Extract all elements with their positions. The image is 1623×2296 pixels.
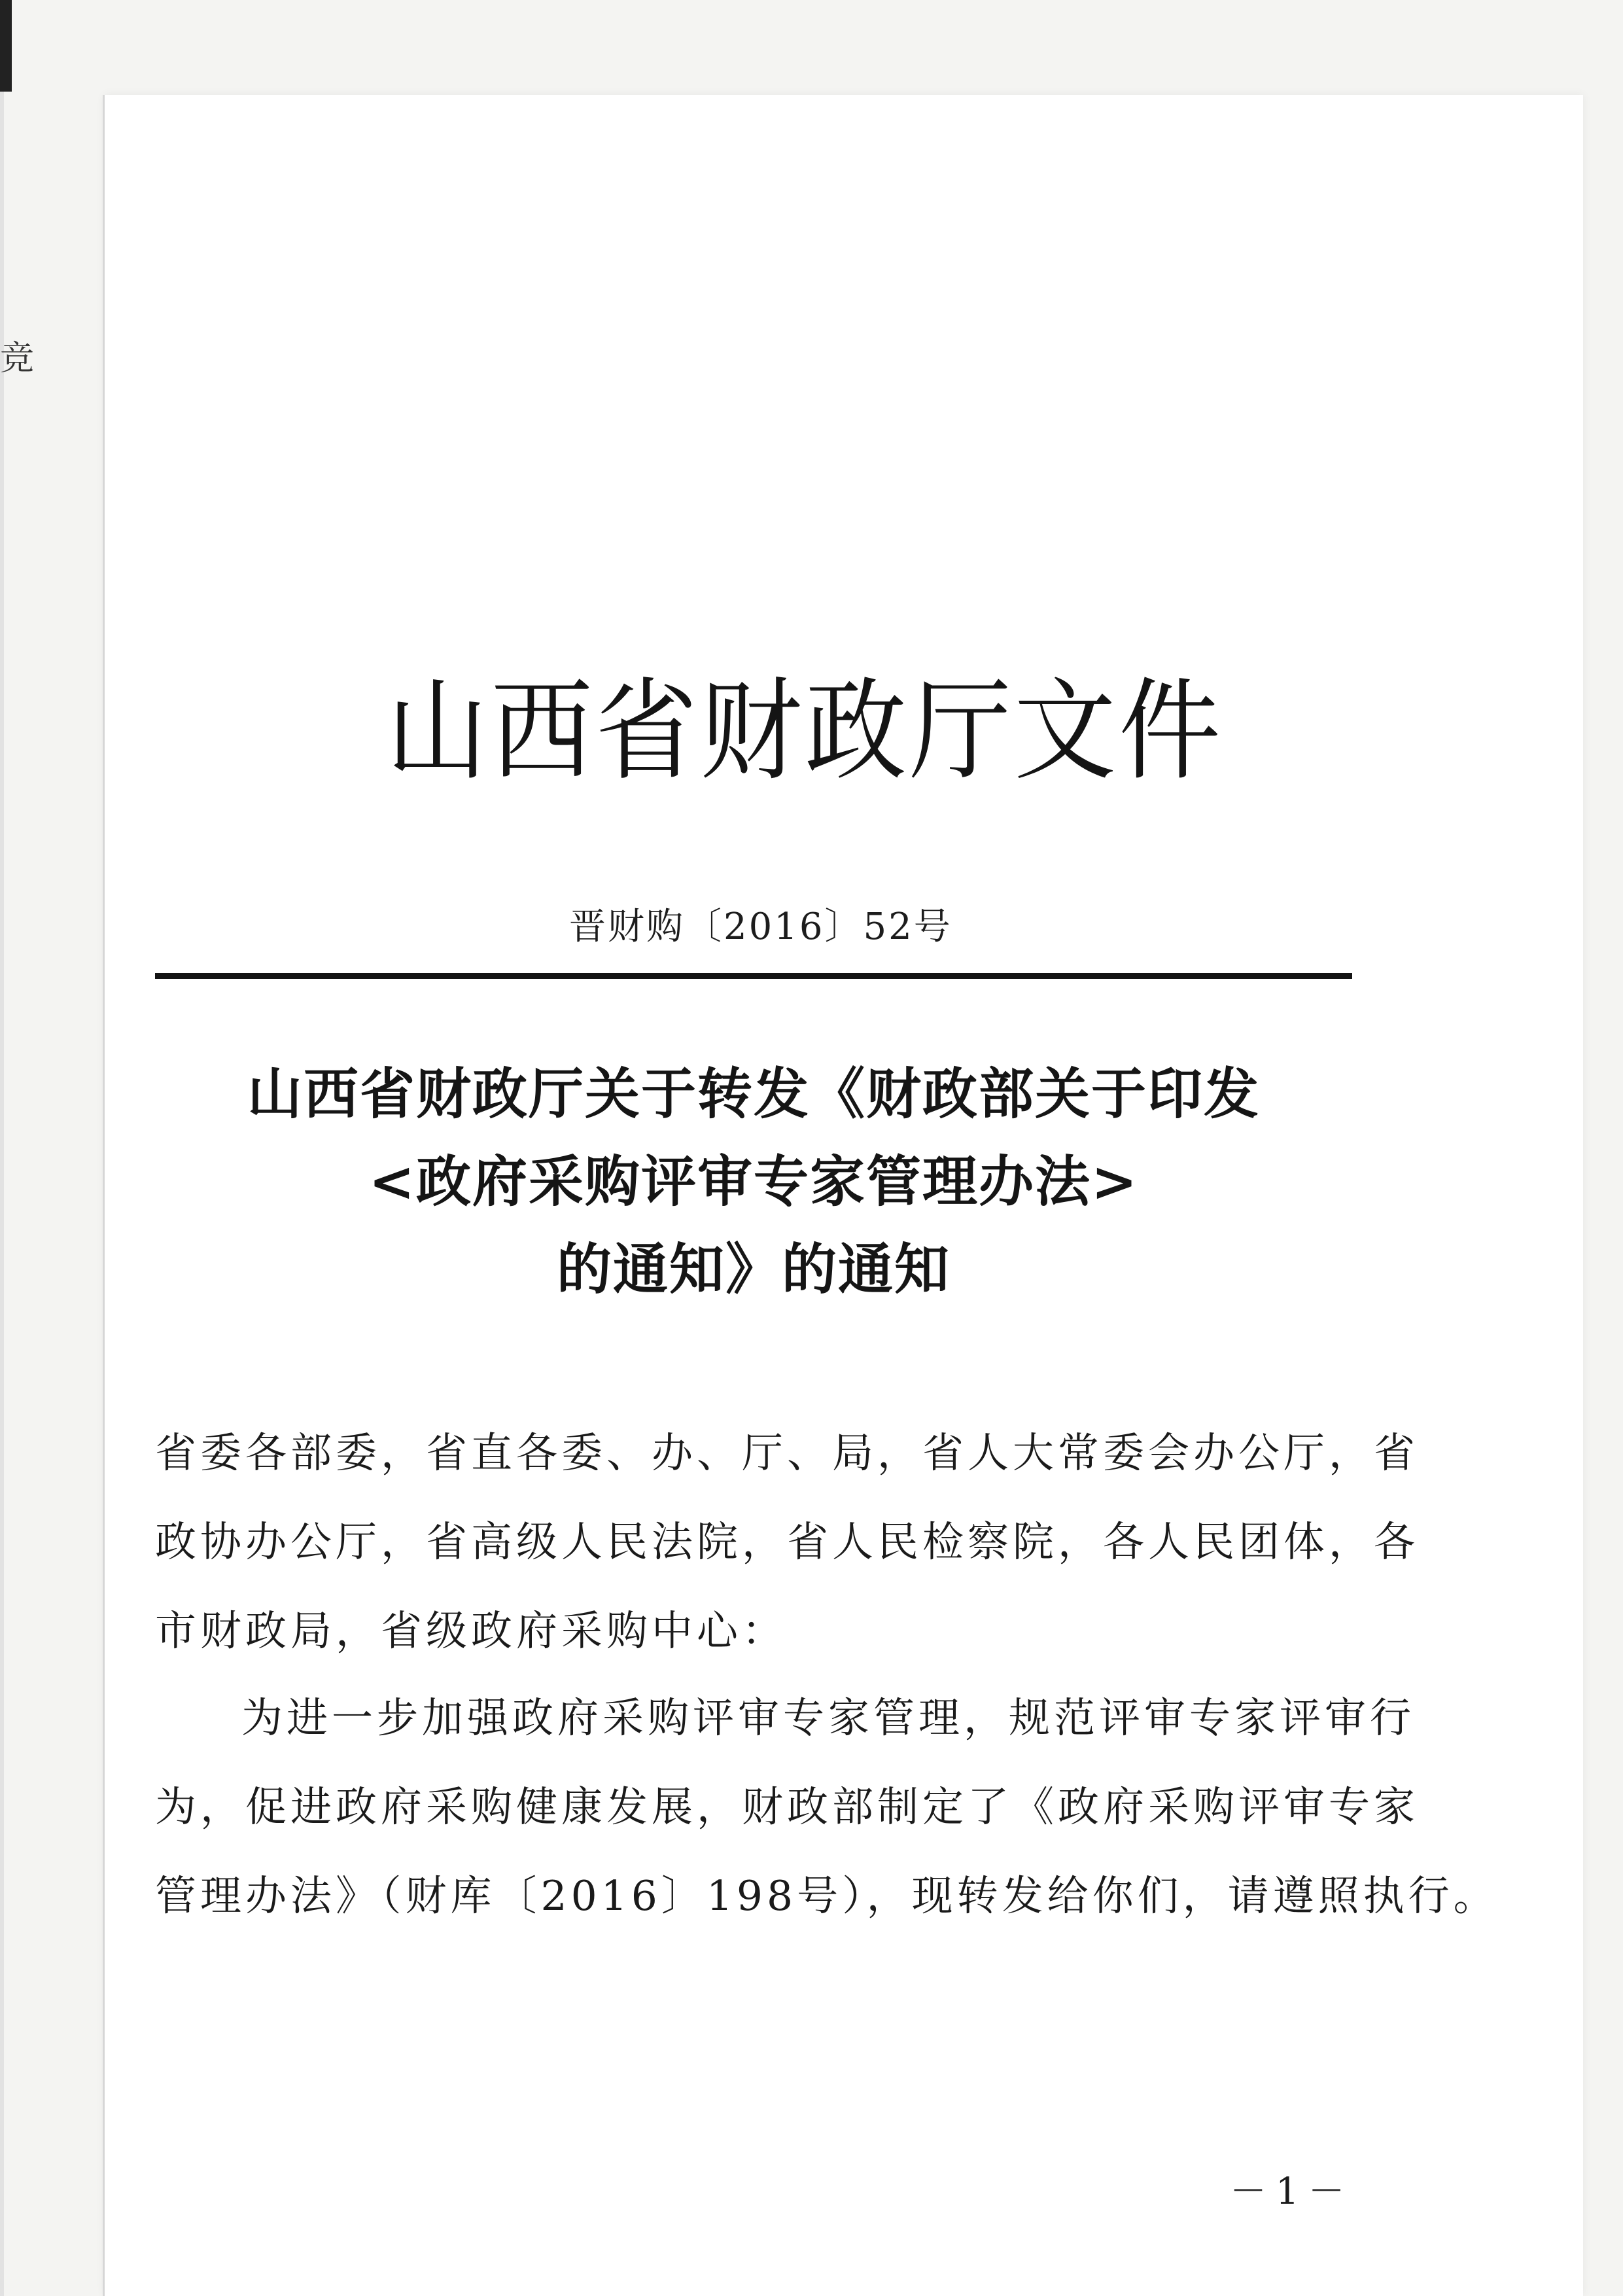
notice-title-line-1: 山西省财政厅关于转发《财政部关于印发 bbox=[247, 1061, 1260, 1126]
body-line-3: 管理办法》（财库〔2016〕198号），现转发给你们，请遵照执行。 bbox=[155, 1872, 1499, 1920]
notice-title-line-3: 的通知》的通知 bbox=[556, 1237, 951, 1301]
body-line-2: 为，促进政府采购健康发展，财政部制定了《政府采购评审专家 bbox=[155, 1783, 1419, 1831]
document-number: 晋财购〔2016〕52号 bbox=[569, 906, 952, 948]
body-line-1: 为进一步加强政府采购评审专家管理，规范评审专家评审行 bbox=[241, 1694, 1415, 1742]
notice-title bbox=[155, 1050, 1352, 1313]
scan-left-edge bbox=[0, 92, 4, 2296]
addressee-line-2: 政协办公厅，省高级人民法院，省人民检察院，各人民团体，各 bbox=[155, 1518, 1419, 1566]
scan-dark-corner bbox=[0, 0, 12, 92]
margin-mark: 竞 bbox=[0, 339, 35, 378]
page-number: －1－ bbox=[1230, 2170, 1354, 2213]
issuer-header: 山西省财政厅文件 bbox=[386, 666, 1223, 796]
notice-title-line-2: <政府采购评审专家管理办法> bbox=[368, 1149, 1139, 1214]
addressee-line-3: 市财政局，省级政府采购中心： bbox=[155, 1607, 787, 1655]
addressee-line-1: 省委各部委，省直各委、办、厅、局，省人大常委会办公厅，省 bbox=[155, 1429, 1419, 1477]
header-rule bbox=[155, 973, 1352, 979]
